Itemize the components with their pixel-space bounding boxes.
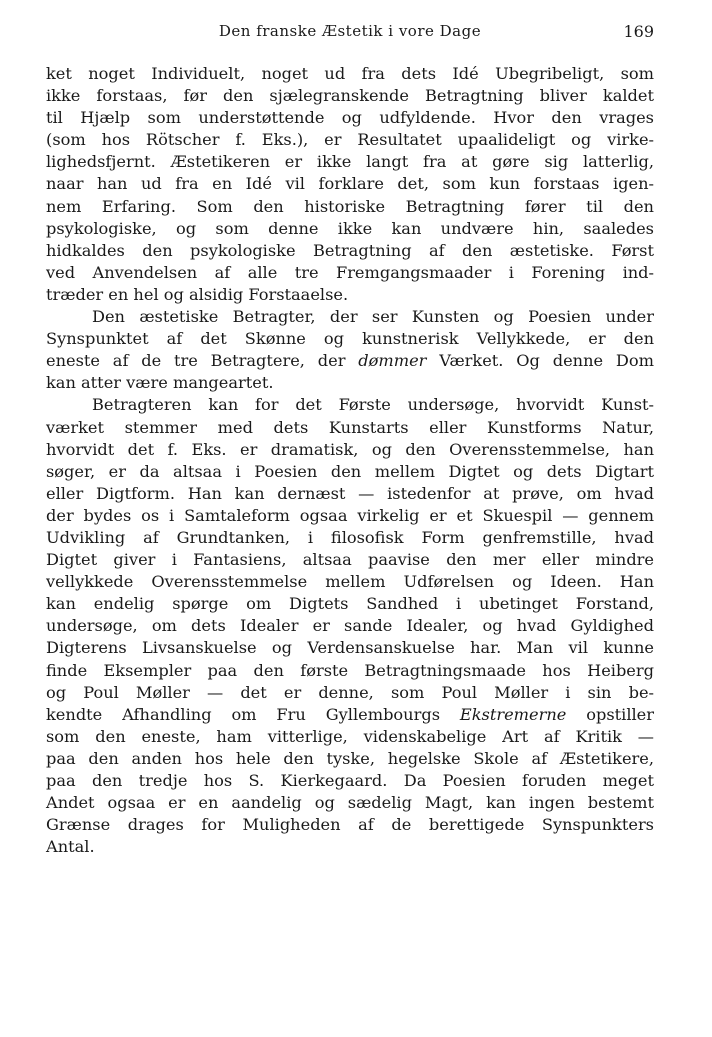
text-line: finde Eksempler paa den første Betragtningsmaade hos Heiberg	[46, 660, 654, 680]
text-line: hidkaldes den psykologiske Betragtning af den æstetiske. Først	[46, 240, 654, 260]
text-line: Betragteren kan for det Første undersøge, hvorvidt Kunst-	[92, 395, 654, 415]
text-line: lighedsfjernt. Æstetikeren er ikke langt fra at gøre sig latterlig,	[46, 152, 654, 172]
italic-word: dømmer	[358, 351, 427, 371]
text-line: Antal.	[46, 837, 95, 857]
text-line: som den eneste, ham vitterlige, videnskabelige Art af Kritik —	[46, 726, 654, 746]
text-line: naar han ud fra en Idé vil forklare det, som kun forstaas igen-	[46, 174, 654, 194]
text-line: der bydes os i Samtaleform ogsaa virkelig er et Skuespil — gennem	[46, 505, 654, 525]
text-line: Digtet giver i Fantasiens, altsaa paavise den mer eller mindre	[46, 550, 654, 570]
text-line: eller Digtform. Han kan dernæst — istedenfor at prøve, om hvad	[46, 483, 654, 503]
text-line: værket stemmer med dets Kunstarts eller Kunstforms Natur,	[46, 417, 654, 437]
text-line: og Poul Møller — det er denne, som Poul Møller i sin be-	[46, 682, 654, 702]
page-number: 169	[623, 22, 654, 41]
text-line: hvorvidt det f. Eks. er dramatisk, og den Overensstemmelse, han	[46, 439, 654, 459]
text-line: paa den anden hos hele den tyske, hegelske Skole af Æstetikere,	[46, 748, 654, 768]
text-line: ved Anvendelsen af alle tre Fremgangsmaader i Forening ind-	[46, 262, 654, 282]
text-line: træder en hel og alsidig Forstaaelse.	[46, 284, 349, 304]
text-line: Den æstetiske Betragter, der ser Kunsten og Poesien under	[92, 307, 654, 327]
text-line: undersøge, om dets Idealer er sande Idealer, og hvad Gyldighed	[46, 616, 654, 636]
text-line: kan endelig spørge om Digtets Sandhed i ubetinget Forstand,	[46, 594, 654, 614]
text-line: ikke forstaas, før den sjælegranskende Betragtning bliver kaldet	[46, 86, 654, 106]
text-line: nem Erfaring. Som den historiske Betragtning fører til den	[46, 196, 654, 216]
text-line: til Hjælp som understøttende og udfyldende. Hvor den vrages	[46, 108, 654, 128]
text-line: Synspunktet af det Skønne og kunstnerisk Vellykkede, er den	[46, 329, 654, 349]
text-fragment: opstiller	[566, 704, 655, 724]
text-line: kan atter være mangeartet.	[46, 373, 274, 393]
text-line	[46, 704, 654, 726]
text-line: Grænse drages for Muligheden af de berettigede Synspunkters	[46, 815, 654, 835]
text-line: Andet ogsaa er en aandelig og sædelig Magt, kan ingen bestemt	[46, 793, 654, 813]
text-line: ket noget Individuelt, noget ud fra dets Idé Ubegribeligt, som	[46, 64, 654, 83]
paragraph-1	[46, 63, 654, 306]
italic-title: Ekstremerne	[459, 704, 567, 724]
text-line: søger, er da altsaa i Poesien den mellem Digtet og dets Digtart	[46, 461, 654, 481]
running-title: Den franske Æstetik i vore Dage	[218, 22, 482, 40]
text-line: paa den tredje hos S. Kierkegaard. Da Poesien foruden meget	[46, 771, 654, 790]
text-line: vellykkede Overensstemmelse mellem Udførelsen og Ideen. Han	[46, 572, 654, 592]
page-header	[46, 22, 654, 44]
body-text	[46, 63, 654, 858]
paragraph-2	[46, 306, 654, 394]
text-line: Digterens Livsanskuelse og Verdensanskuelse har. Man vil kunne	[46, 638, 654, 658]
text-fragment: eneste af de tre Betragtere, der	[46, 351, 359, 371]
text-fragment: Værket. Og denne Dom	[426, 351, 655, 371]
text-line: psykologiske, og som denne ikke kan undvære hin, saaledes	[46, 218, 654, 238]
text-line	[46, 350, 654, 372]
paragraph-3	[46, 394, 654, 858]
text-line: (som hos Rötscher f. Eks.), er Resultatet upaalideligt og virke-	[46, 130, 654, 150]
text-line: Udvikling af Grundtanken, i filosofisk Form genfremstille, hvad	[46, 527, 654, 547]
text-fragment: kendte Afhandling om Fru Gyllembourgs	[46, 704, 460, 724]
